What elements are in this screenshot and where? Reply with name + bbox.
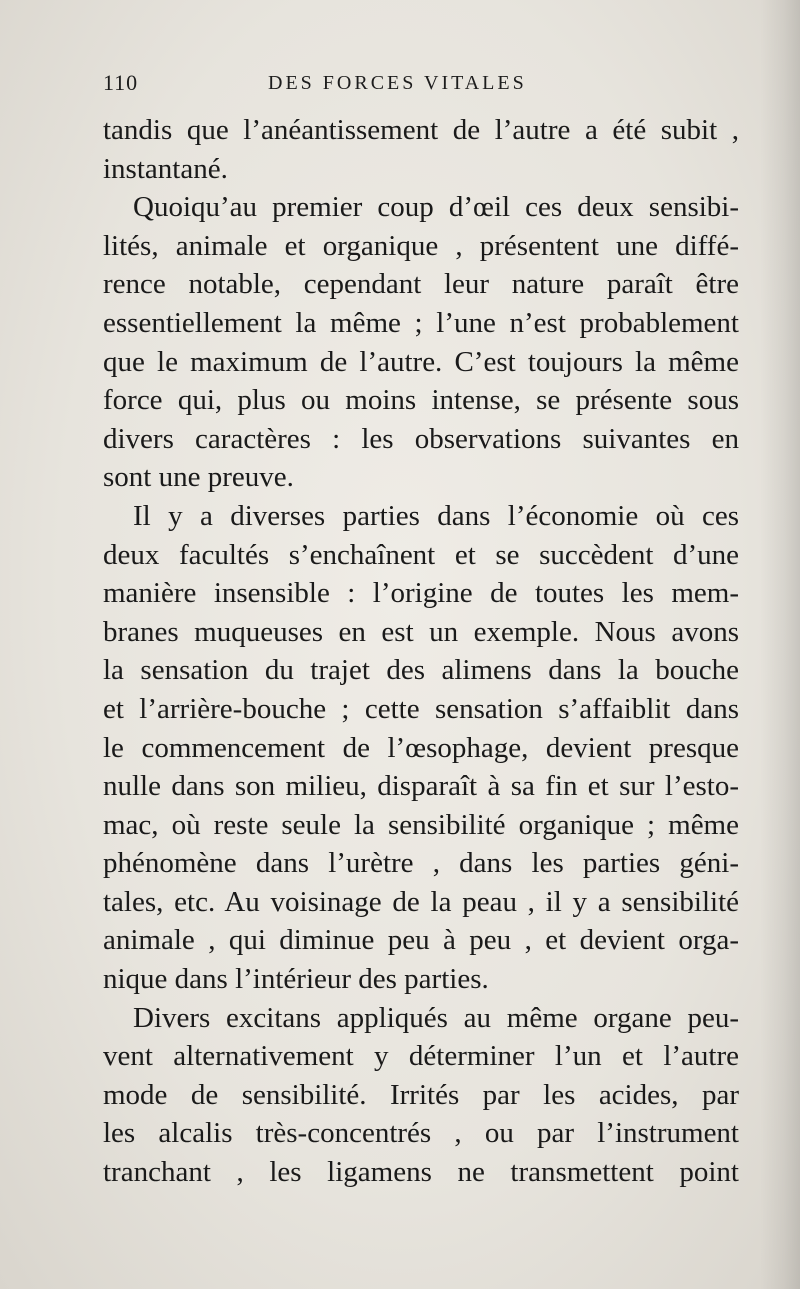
text-line: mode de sensibilité. Irrités par les acides, par [103,1078,739,1111]
text-line: nique dans l’intérieur des parties. [103,963,489,996]
text-line: sont une preuve. [103,461,294,494]
page-edge-shadow [760,0,800,1289]
text-line: que le maximum de l’autre. C’est toujours la même [103,345,739,378]
page-header [103,70,743,102]
text-line: vent alternativement y déterminer l’un et l’autre [103,1040,739,1073]
text-line: Divers excitans appliqués au même organe peu- [133,1001,739,1034]
text-line: et l’arrière-bouche ; cette sensation s’affaiblit dans [103,692,739,725]
text-line: deux facultés s’enchaînent et se succèdent d’une [103,538,739,571]
text-line: Il y a diverses parties dans l’économie où ces [133,499,739,532]
text-line: phénomène dans l’urètre , dans les parties géni- [103,847,739,880]
text-line: force qui, plus ou moins intense, se présente sous [103,384,739,417]
text-line: nulle dans son milieu, disparaît à sa fin et sur l’esto- [103,770,739,803]
text-line: rence notable, cependant leur nature paraît être [103,268,739,301]
text-line: essentiellement la même ; l’une n’est probablement [103,306,739,339]
text-line: branes muqueuses en est un exemple. Nous avons [103,615,739,648]
text-line: la sensation du trajet des alimens dans la bouche [103,654,739,687]
running-title: DES FORCES VITALES [268,72,527,94]
body-text [103,111,739,1192]
text-line: instantané. [103,152,228,185]
text-line: Quoiqu’au premier coup d’œil ces deux sensibi- [133,191,739,224]
text-line: animale , qui diminue peu à peu , et devient orga- [103,924,739,957]
text-line: mac, où reste seule la sensibilité organique ; même [103,808,739,841]
text-line: les alcalis très-concentrés , ou par l’instrument [103,1117,739,1150]
page-number: 110 [103,70,139,95]
text-line: tandis que l’anéantissement de l’autre a été subit , [103,114,739,146]
text-line: tales, etc. Au voisinage de la peau , il y a sensibilité [103,885,739,918]
text-line: lités, animale et organique , présentent une diffé- [103,229,739,262]
text-line: manière insensible : l’origine de toutes les mem- [103,577,739,610]
text-line: le commencement de l’œsophage, devient presque [103,731,739,764]
text-line: divers caractères : les observations suivantes en [103,422,739,455]
text-line: tranchant , les ligamens ne transmettent point [103,1156,739,1189]
